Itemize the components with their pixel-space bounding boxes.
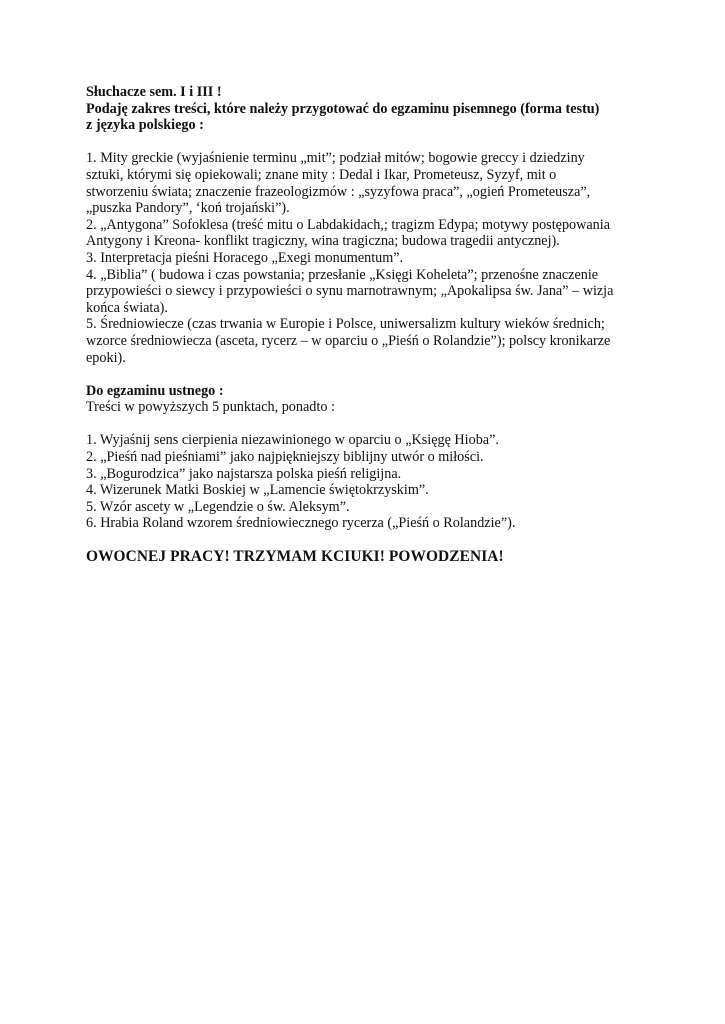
oral-exam-item: 3. „Bogurodzica” jako najstarsza polska pieśń religijna.	[86, 465, 402, 482]
oral-exam-item: 5. Wzór ascety w „Legendzie o św. Aleksym”.	[86, 498, 350, 515]
written-topic-line: wzorce średniowiecza (asceta, rycerz – w oparciu o „Pieśń o Rolandzie”); polscy kronikarze	[86, 332, 611, 349]
written-topic-line: stworzeniu świata; znaczenie frazeologizmów : „syzyfowa praca”, „ogień Prometeusza”,	[86, 183, 591, 200]
written-topic-line: 4. „Biblia” ( budowa i czas powstania; przesłanie „Księgi Koheleta”; przenośne znaczenie	[86, 266, 599, 283]
oral-exam-item: 6. Hrabia Roland wzorem średniowiecznego rycerza („Pieśń o Rolandzie”).	[86, 515, 516, 532]
written-topic-line: sztuki, którymi się opiekowali; znane mity : Dedal i Ikar, Prometeusz, Syzyf, mit o	[86, 166, 557, 183]
written-topic-line: Antygony i Kreona- konflikt tragiczny, wina tragiczna; budowa tragedii antycznej).	[86, 233, 560, 250]
closing-message: OWOCNEJ PRACY! TRZYMAM KCIUKI! POWODZENIA!	[86, 547, 504, 565]
oral-exam-intro: Treści w powyższych 5 punktach, ponadto :	[86, 399, 335, 416]
document-content	[86, 84, 646, 565]
header-block	[86, 84, 646, 134]
spacer	[86, 416, 646, 433]
written-topic-line: 3. Interpretacja pieśni Horacego „Exegi monumentum”.	[86, 249, 404, 266]
header-line-3: z języka polskiego :	[86, 117, 204, 134]
spacer	[86, 134, 646, 151]
written-topic-line: przypowieści o siewcy i przypowieści o synu marnotrawnym; „Apokalipsa św. Jana” – wizja	[86, 283, 614, 300]
oral-exam-section	[86, 383, 646, 532]
written-topic-line: „puszka Pandory”, ‘koń trojański”).	[86, 200, 290, 217]
oral-exam-heading: Do egzaminu ustnego :	[86, 382, 224, 399]
written-topic-line: epoki).	[86, 349, 126, 366]
written-topic-line: 5. Średniowiecze (czas trwania w Europie i Polsce, uniwersalizm kultury wieków średnich;	[86, 316, 605, 333]
header-line-1: Słuchacze sem. I i III !	[86, 84, 222, 100]
written-topic-line: końca świata).	[86, 299, 168, 316]
spacer	[86, 532, 646, 549]
written-topic-line: 2. „Antygona” Sofoklesa (treść mitu o Labdakidach,; tragizm Edypa; motywy postępowania	[86, 216, 611, 233]
spacer	[86, 366, 646, 383]
written-topic-line: 1. Mity greckie (wyjaśnienie terminu „mit”; podział mitów; bogowie greccy i dziedziny	[86, 150, 585, 167]
oral-exam-item: 1. Wyjaśnij sens cierpienia niezawinionego w oparciu o „Księgę Hioba”.	[86, 432, 499, 449]
header-line-2: Podaję zakres treści, które należy przygotować do egzaminu pisemnego (forma testu)	[86, 100, 600, 117]
oral-exam-item: 2. „Pieśń nad pieśniami” jako najpiękniejszy biblijny utwór o miłości.	[86, 449, 484, 466]
oral-exam-item: 4. Wizerunek Matki Boskiej w „Lamencie świętokrzyskim”.	[86, 482, 429, 499]
written-exam-topics	[86, 150, 646, 366]
